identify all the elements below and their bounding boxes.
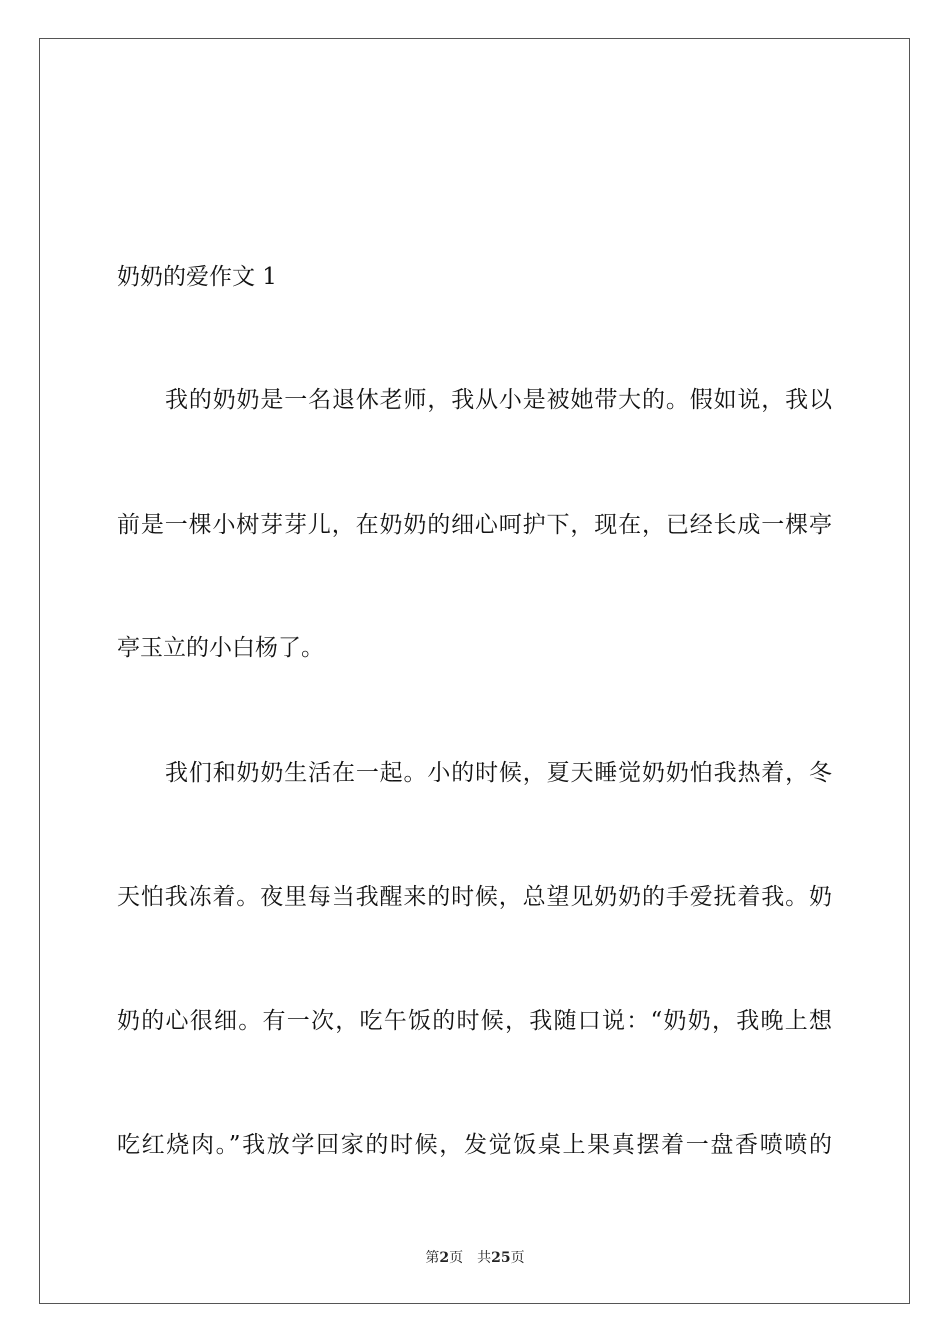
paragraph-1-line-2: 前是一棵小树芽芽儿，在奶奶的细心呵护下，现在，已经长成一棵亭 (117, 512, 832, 538)
paragraph-1-line-3: 亭玉立的小白杨了。 (117, 635, 324, 661)
total-suffix: 页 (510, 1250, 525, 1266)
paragraph-2-line-4: 吃红烧肉。”我放学回家的时候，发觉饭桌上果真摆着一盘香喷喷的 (117, 1132, 832, 1158)
paragraph-2-line-3: 奶的心很细。有一次，吃午饭的时候，我随口说：“奶奶，我晚上想 (117, 1008, 832, 1034)
paragraph-2-line-2: 天怕我冻着。夜里每当我醒来的时候，总望见奶奶的手爱抚着我。奶 (117, 884, 832, 910)
paragraph-1-line-1: 我的奶奶是一名退休老师，我从小是被她带大的。假如说，我以 (165, 387, 832, 413)
paragraph-2-line-1: 我们和奶奶生活在一起。小的时候，夏天睡觉奶奶怕我热着，冬 (165, 760, 832, 786)
page-number: 2 (439, 1250, 450, 1266)
total-pages: 25 (491, 1250, 511, 1266)
page-border (39, 38, 910, 1304)
total-prefix: 共 (477, 1250, 492, 1266)
page-suffix: 页 (449, 1250, 464, 1266)
page-prefix: 第 (425, 1250, 440, 1266)
page-footer (0, 1247, 950, 1267)
document-title: 奶奶的爱作文 1 (117, 264, 277, 290)
